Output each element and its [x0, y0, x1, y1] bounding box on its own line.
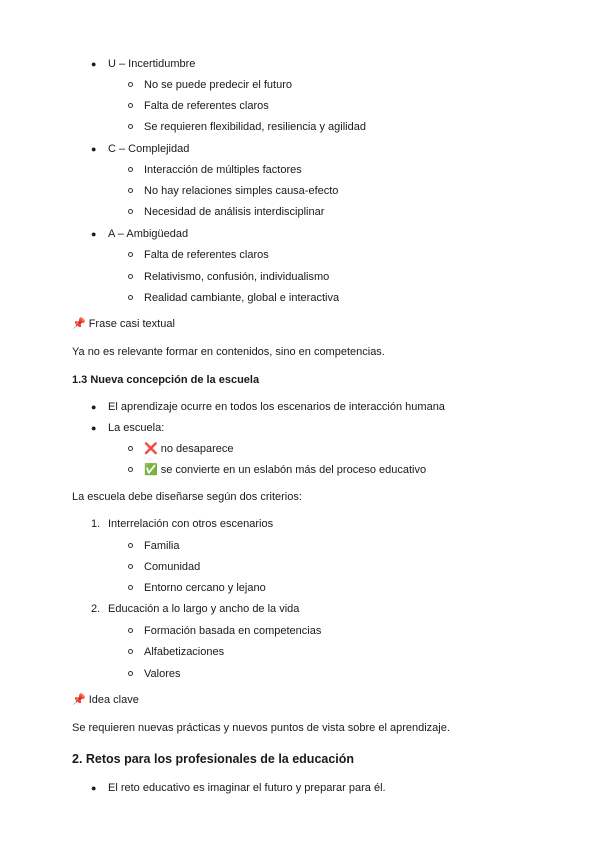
sub-list-item: Interacción de múltiples factores	[144, 164, 302, 176]
list-item-u-incertidumbre: U – Incertidumbre	[108, 58, 196, 70]
pushpin-icon: 📌	[72, 694, 86, 706]
sub-list-item-no-desaparece	[144, 442, 233, 456]
cross-mark-icon: ❌	[144, 443, 158, 455]
section-heading-2: 2. Retos para los profesionales de la educación	[72, 752, 355, 766]
section-heading-1-3: 1.3 Nueva concepción de la escuela	[72, 374, 260, 386]
note-text: Ya no es relevante formar en contenidos, sino en competencias.	[72, 346, 385, 358]
bullet-dot: ●	[91, 144, 97, 154]
note-text: Se requieren nuevas prácticas y nuevos puntos de vista sobre el aprendizaje.	[72, 722, 450, 734]
criteria-intro: La escuela debe diseñarse según dos criterios:	[72, 491, 302, 503]
sub-list-item: Relativismo, confusión, individualismo	[144, 271, 330, 283]
sub-list-item: Se requieren flexibilidad, resiliencia y agilidad	[144, 121, 366, 133]
sub-bullet-circle	[128, 82, 133, 87]
pushpin-icon: 📌	[72, 318, 86, 330]
sub-bullet-circle	[128, 671, 133, 676]
sub-bullet-circle	[128, 124, 133, 129]
sub-list-item: Valores	[144, 668, 181, 680]
sub-list-item: Familia	[144, 540, 180, 552]
criterion-item: Educación a lo largo y ancho de la vida	[108, 603, 300, 615]
bullet-dot: ●	[91, 783, 97, 793]
list-item-c-complejidad: C – Complejidad	[108, 143, 190, 155]
sub-bullet-circle	[128, 274, 133, 279]
sub-list-item: No se puede predecir el futuro	[144, 79, 292, 91]
bullet-dot: ●	[91, 229, 97, 239]
sub-list-item-eslabon	[144, 463, 426, 477]
note-label-idea-clave	[72, 693, 139, 707]
sub-list-item: Realidad cambiante, global e interactiva	[144, 292, 340, 304]
sub-bullet-circle	[128, 167, 133, 172]
sub-bullet-circle	[128, 209, 133, 214]
sub-list-item: Alfabetizaciones	[144, 646, 225, 658]
sub-list-item: Entorno cercano y lejano	[144, 582, 266, 594]
bullet-dot: ●	[91, 402, 97, 412]
sub-bullet-circle	[128, 467, 133, 472]
criterion-item: Interrelación con otros escenarios	[108, 518, 274, 530]
sub-bullet-circle	[128, 628, 133, 633]
note-label-text: Idea clave	[88, 694, 139, 706]
sub-list-item: Falta de referentes claros	[144, 100, 269, 112]
sub-bullet-circle	[128, 585, 133, 590]
sub-list-item: Formación basada en competencias	[144, 625, 322, 637]
sub-bullet-circle	[128, 649, 133, 654]
check-mark-icon: ✅	[144, 464, 158, 476]
sub-list-text: no desaparece	[160, 443, 234, 455]
sub-list-item: No hay relaciones simples causa-efecto	[144, 185, 339, 197]
sub-list-text: se convierte en un eslabón más del proceso educativo	[160, 464, 427, 476]
sub-bullet-circle	[128, 188, 133, 193]
note-label-frase	[72, 317, 175, 331]
sub-bullet-circle	[128, 252, 133, 257]
note-label-text: Frase casi textual	[88, 318, 175, 330]
list-number: 1.	[91, 518, 101, 530]
sub-bullet-circle	[128, 103, 133, 108]
sub-bullet-circle	[128, 295, 133, 300]
sub-list-item: Comunidad	[144, 561, 201, 573]
bullet-dot: ●	[91, 59, 97, 69]
list-number: 2.	[91, 603, 101, 615]
list-item: El reto educativo es imaginar el futuro y preparar para él.	[108, 782, 386, 794]
sub-list-item: Falta de referentes claros	[144, 249, 269, 261]
sub-list-item: Necesidad de análisis interdisciplinar	[144, 206, 325, 218]
sub-bullet-circle	[128, 564, 133, 569]
bullet-dot: ●	[91, 423, 97, 433]
list-item: El aprendizaje ocurre en todos los escenarios de interacción humana	[108, 401, 445, 413]
list-item: La escuela:	[108, 422, 165, 434]
sub-bullet-circle	[128, 543, 133, 548]
sub-bullet-circle	[128, 446, 133, 451]
list-item-a-ambiguedad: A – Ambigüedad	[108, 228, 189, 240]
